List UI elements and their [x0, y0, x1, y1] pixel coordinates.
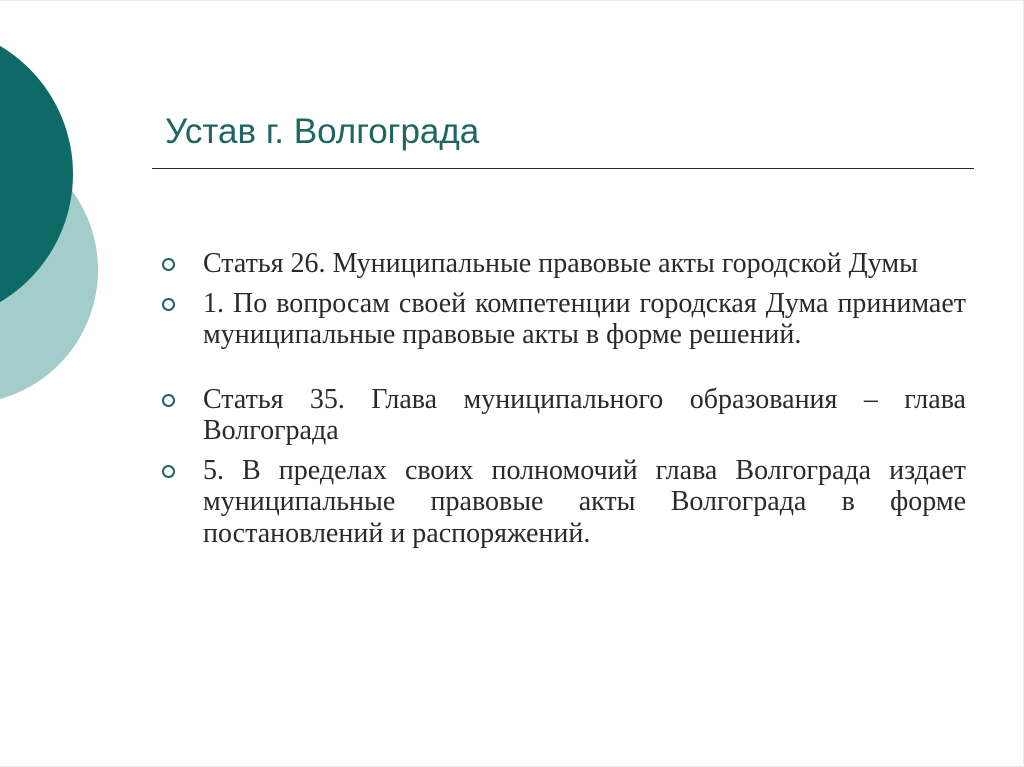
- list-item-text: Статья 26. Муниципальные правовые акты городской Думы: [203, 248, 918, 279]
- list-item-text: 1. По вопросам своей компетенции городская Дума принимает муниципальные правовые акты в форме решений.: [203, 287, 966, 350]
- bullet-list: [158, 248, 966, 557]
- list-item: [158, 248, 966, 280]
- circle-bullet-icon: [162, 394, 175, 407]
- list-item-text: 5. В пределах своих полномочий глава Волгограда издает муниципальные правовые акты Волгограда в форме постановлений и распоряжений.: [203, 454, 966, 549]
- list-item: [158, 384, 966, 447]
- circle-bullet-icon: [162, 465, 175, 478]
- list-item: [158, 288, 966, 351]
- list-item-text: Статья 35. Глава муниципального образования – глава Волгограда: [203, 383, 966, 446]
- circle-bullet-icon: [162, 298, 175, 311]
- circle-bullet-icon: [162, 258, 175, 271]
- slide-title: Устав г. Волгограда: [165, 112, 480, 151]
- title-divider: [152, 168, 974, 169]
- list-item: [158, 455, 966, 550]
